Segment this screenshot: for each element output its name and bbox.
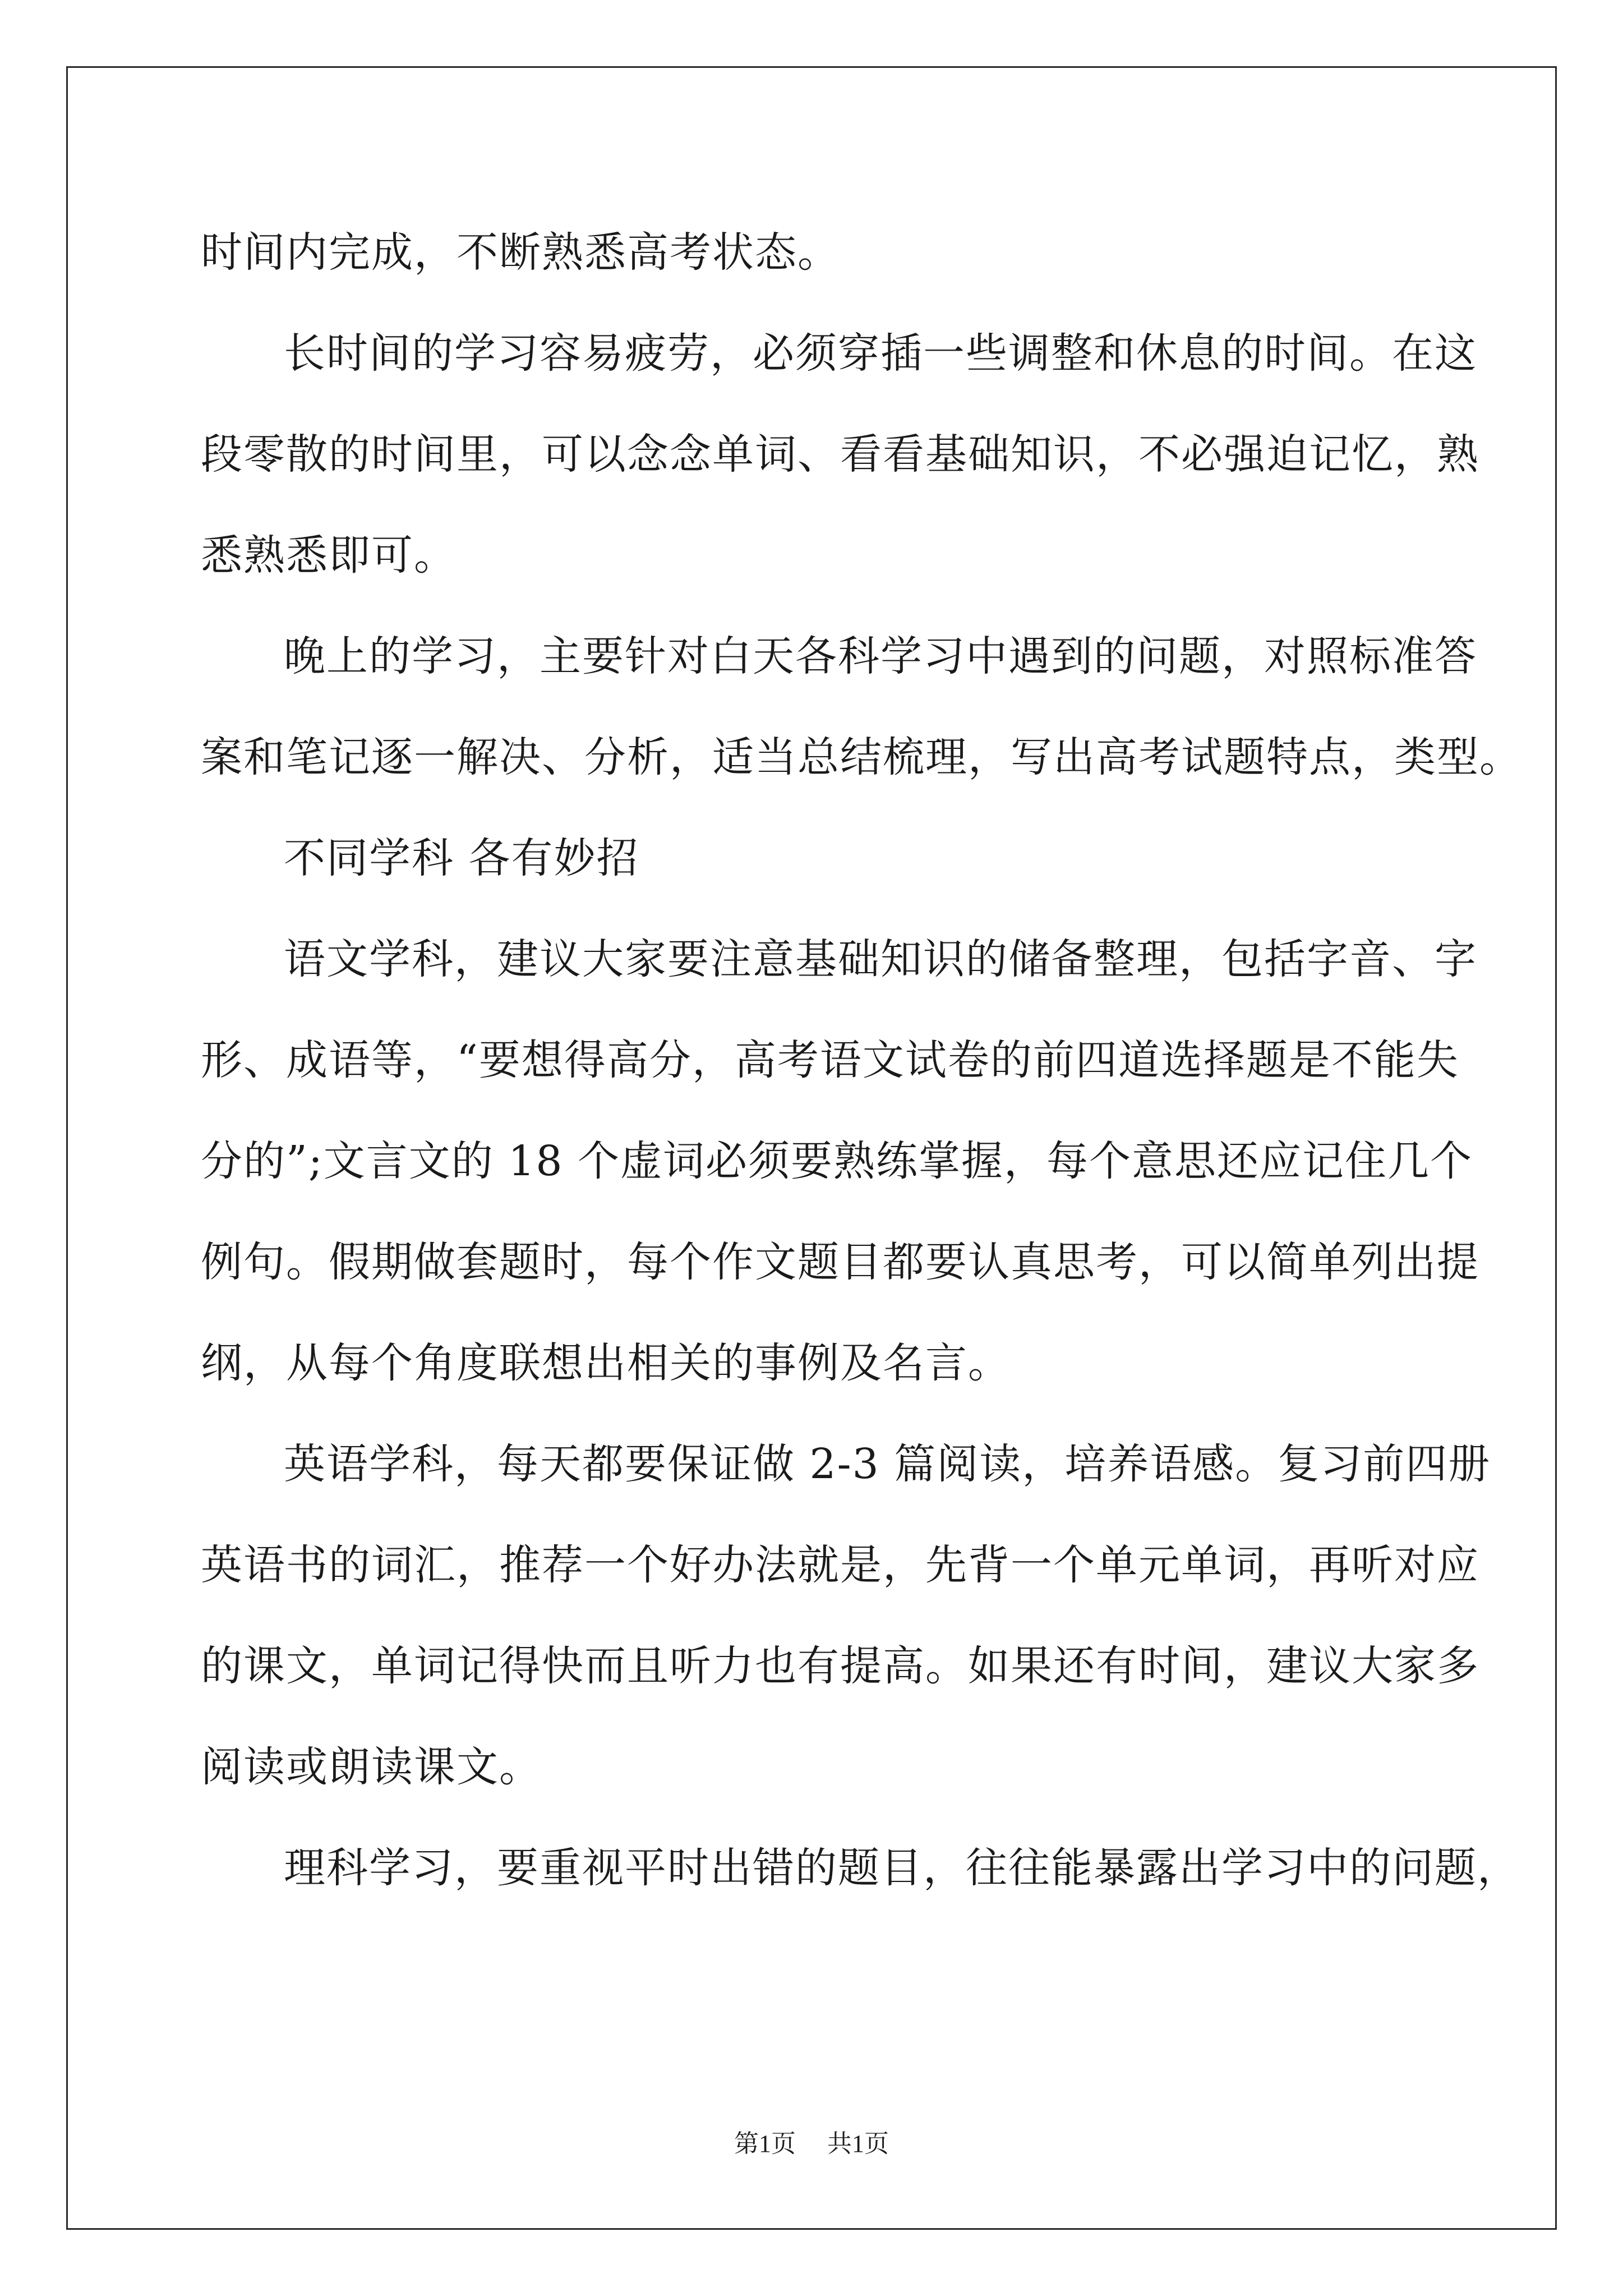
text-line: 语文学科，建议大家要注意基础知识的储备整理，包括字音、字 bbox=[284, 935, 1477, 983]
text-line: 悉熟悉即可。 bbox=[201, 531, 457, 579]
text-line: 案和笔记逐一解决、分析，适当总结梳理，写出高考试题特点，类型。 bbox=[201, 733, 1522, 781]
text-line: 长时间的学习容易疲劳，必须穿插一些调整和休息的时间。在这 bbox=[284, 329, 1477, 378]
text-line: 时间内完成，不断熟悉高考状态。 bbox=[201, 228, 840, 277]
text-line: 晚上的学习，主要针对白天各科学习中遇到的问题，对照标准答 bbox=[284, 632, 1477, 680]
page-number: 第1页 bbox=[734, 2130, 796, 2157]
text-line: 分的”;文言文的 18 个虚词必须要熟练掌握，每个意思还应记住几个 bbox=[201, 1137, 1473, 1185]
text-line: 段零散的时间里，可以念念单词、看看基础知识，不必强迫记忆，熟 bbox=[201, 430, 1479, 478]
text-line: 的课文，单词记得快而且听力也有提高。如果还有时间，建议大家多 bbox=[201, 1642, 1479, 1690]
text-line: 形、成语等，“要想得高分，高考语文试卷的前四道选择题是不能失 bbox=[201, 1036, 1459, 1084]
text-line: 例句。假期做套题时，每个作文题目都要认真思考，可以简单列出提 bbox=[201, 1238, 1479, 1286]
text-line: 英语书的词汇，推荐一个好办法就是，先背一个单元单词，再听对应 bbox=[201, 1541, 1479, 1589]
section-heading: 不同学科 各有妙招 bbox=[284, 834, 639, 882]
text-line: 纲，从每个角度联想出相关的事例及名言。 bbox=[201, 1339, 1011, 1387]
text-line: 阅读或朗读课文。 bbox=[201, 1743, 542, 1791]
document-body bbox=[201, 202, 1522, 1918]
text-line: 英语学科，每天都要保证做 2-3 篇阅读，培养语感。复习前四册 bbox=[284, 1440, 1491, 1488]
text-line: 理科学习，要重视平时出错的题目，往往能暴露出学习中的问题， bbox=[284, 1844, 1520, 1892]
page-footer bbox=[0, 2127, 1623, 2161]
page-total: 共1页 bbox=[827, 2130, 889, 2157]
